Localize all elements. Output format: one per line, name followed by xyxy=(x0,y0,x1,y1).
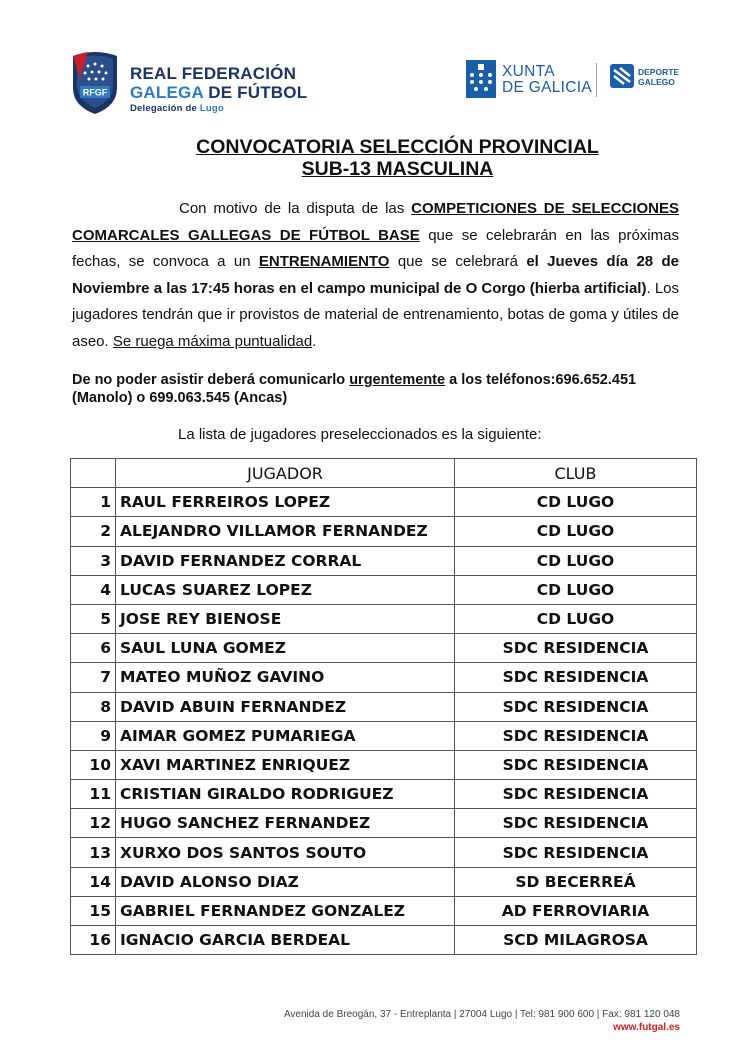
row-number: 10 xyxy=(71,750,116,779)
list-intro: La lista de jugadores preseleccionados es la siguiente: xyxy=(178,426,542,443)
contact-notice: De no poder asistir deberá comunicarlo urgentemente a los teléfonos:696.652.451 (Manolo) o 699.063.545 (Ancas) xyxy=(72,372,637,406)
xunta-wordmark xyxy=(502,64,592,96)
player-name: GABRIEL FERNANDEZ GONZALEZ xyxy=(116,896,455,925)
player-club: CD LUGO xyxy=(455,575,697,604)
player-club: SDC RESIDENCIA xyxy=(455,838,697,867)
player-club: CD LUGO xyxy=(455,517,697,546)
player-club: SDC RESIDENCIA xyxy=(455,692,697,721)
table-header-row xyxy=(71,459,697,488)
player-name: ALEJANDRO VILLAMOR FERNANDEZ xyxy=(116,517,455,546)
table-row xyxy=(71,721,697,750)
row-number: 7 xyxy=(71,663,116,692)
table-row xyxy=(71,692,697,721)
player-club: SD BECERREÁ xyxy=(455,867,697,896)
table-row xyxy=(71,634,697,663)
deporte-galego-wordmark xyxy=(638,67,679,87)
row-number: 1 xyxy=(71,488,116,517)
row-number: 3 xyxy=(71,546,116,575)
table-row xyxy=(71,663,697,692)
row-number: 12 xyxy=(71,809,116,838)
deporte-line1: DEPORTE xyxy=(638,67,680,77)
row-number: 5 xyxy=(71,604,116,633)
xunta-line2: DE GALICIA xyxy=(502,79,592,96)
xunta-line1: XUNTA xyxy=(502,63,555,80)
player-club: SDC RESIDENCIA xyxy=(455,809,697,838)
player-club: SDC RESIDENCIA xyxy=(455,750,697,779)
footer-address: Avenida de Breogán, 37 - Entreplanta | 27004 Lugo | Tel: 981 900 600 | Fax: 981 120 048 xyxy=(283,1009,680,1020)
rfgf-delegation: Delegación de Lugo xyxy=(130,103,224,114)
xunta-emblem-icon xyxy=(466,60,496,98)
player-name: DAVID ABUIN FERNANDEZ xyxy=(116,692,455,721)
player-name: LUCAS SUAREZ LOPEZ xyxy=(116,575,455,604)
row-number: 4 xyxy=(71,575,116,604)
player-club: SDC RESIDENCIA xyxy=(455,634,697,663)
player-name: SAUL LUNA GOMEZ xyxy=(116,634,455,663)
table-row xyxy=(71,926,697,955)
player-name: JOSE REY BIENOSE xyxy=(116,604,455,633)
player-club: SCD MILAGROSA xyxy=(455,926,697,955)
deporte-line2: GALEGO xyxy=(638,77,675,87)
rfgf-wordmark xyxy=(130,64,307,116)
body-paragraph: Con motivo de la disputa de las COMPETICIONES DE SELECCIONES COMARCALES GALLEGAS DE FÚTBOL BASE que se celebrarán en las próximas fechas, se convoca a un ENTRENAMIENTO que se celebrará el Jueves día 28 de Noviembre a las 17:45 horas en el campo municipal de O Corgo (hierba artificial). Los jugadores tendrán que ir provistos de material de entrenamiento, botas de goma y útiles de aseo. Se ruega máxima puntualidad. xyxy=(72,200,679,350)
row-number: 6 xyxy=(71,634,116,663)
rfgf-shield-logo xyxy=(68,46,122,116)
deporte-galego-icon xyxy=(610,64,634,88)
title-line2: SUB-13 MASCULINA xyxy=(301,158,494,180)
document-title xyxy=(0,136,750,180)
player-club: SDC RESIDENCIA xyxy=(455,780,697,809)
training-datetime: el Jueves día 28 de Noviembre a las 17:45 horas en el campo municipal de O Corgo (hierba artificial) xyxy=(72,253,679,297)
row-number: 2 xyxy=(71,517,116,546)
footer-website-link[interactable]: www.futgal.es xyxy=(613,1022,680,1033)
row-number: 15 xyxy=(71,896,116,925)
players-table xyxy=(70,458,697,955)
player-name: DAVID ALONSO DIAZ xyxy=(116,867,455,896)
player-name: DAVID FERNANDEZ CORRAL xyxy=(116,546,455,575)
col-player-header: JUGADOR xyxy=(116,459,455,488)
player-name: RAUL FERREIROS LOPEZ xyxy=(116,488,455,517)
player-club: CD LUGO xyxy=(455,488,697,517)
table-row xyxy=(71,546,697,575)
table-row xyxy=(71,838,697,867)
player-name: MATEO MUÑOZ GAVINO xyxy=(116,663,455,692)
table-row xyxy=(71,488,697,517)
player-name: AIMAR GOMEZ PUMARIEGA xyxy=(116,721,455,750)
shield-label: RFGF xyxy=(82,87,108,98)
title-line1: CONVOCATORIA SELECCIÓN PROVINCIAL xyxy=(196,136,599,158)
player-name: XURXO DOS SANTOS SOUTO xyxy=(116,838,455,867)
competition-name: COMPETICIONES DE SELECCIONES COMARCALES GALLEGAS DE FÚTBOL BASE xyxy=(72,200,679,244)
row-number: 9 xyxy=(71,721,116,750)
row-number: 11 xyxy=(71,780,116,809)
player-name: XAVI MARTINEZ ENRIQUEZ xyxy=(116,750,455,779)
player-club: SDC RESIDENCIA xyxy=(455,721,697,750)
player-name: HUGO SANCHEZ FERNANDEZ xyxy=(116,809,455,838)
footer xyxy=(284,1009,680,1033)
logo-divider xyxy=(596,63,597,97)
punctuality-note: Se ruega máxima puntualidad xyxy=(112,332,313,350)
table-row xyxy=(71,750,697,779)
row-number: 14 xyxy=(71,867,116,896)
table-row xyxy=(71,867,697,896)
table-row xyxy=(71,809,697,838)
player-club: SDC RESIDENCIA xyxy=(455,663,697,692)
player-name: IGNACIO GARCIA BERDEAL xyxy=(116,926,455,955)
training-label: ENTRENAMIENTO xyxy=(258,253,390,270)
table-row xyxy=(71,896,697,925)
table-row xyxy=(71,604,697,633)
table-row xyxy=(71,780,697,809)
table-row xyxy=(71,517,697,546)
rfgf-line2: GALEGA DE FÚTBOL xyxy=(130,83,308,102)
player-club: CD LUGO xyxy=(455,604,697,633)
col-number-header xyxy=(71,459,116,488)
rfgf-line1: REAL FEDERACIÓN xyxy=(130,64,297,83)
row-number: 16 xyxy=(71,926,116,955)
player-club: AD FERROVIARIA xyxy=(455,896,697,925)
row-number: 13 xyxy=(71,838,116,867)
player-name: CRISTIAN GIRALDO RODRIGUEZ xyxy=(116,780,455,809)
table-row xyxy=(71,575,697,604)
col-club-header: CLUB xyxy=(455,459,697,488)
player-club: CD LUGO xyxy=(455,546,697,575)
row-number: 8 xyxy=(71,692,116,721)
